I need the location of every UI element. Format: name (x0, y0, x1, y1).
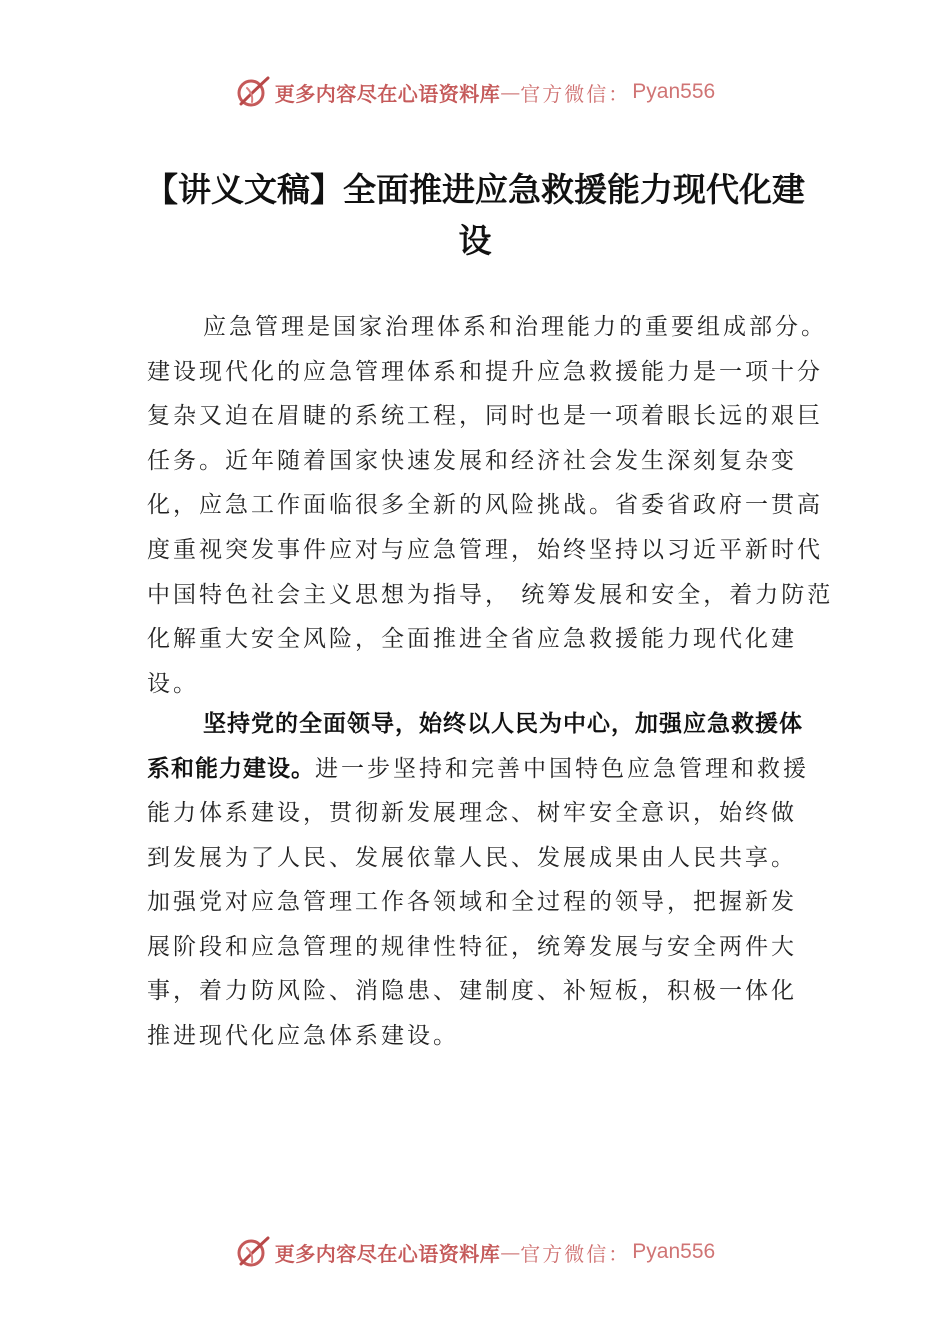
watermark-wechat-label: 官方微信： (520, 1241, 631, 1266)
paragraph-2 (147, 702, 812, 1058)
header-watermark (0, 72, 950, 112)
document-title: 【讲义文稿】全面推进应急救援能力现代化建设 (145, 170, 805, 260)
paragraph-2-lead: 坚持党的全面领导，始终以人民为中心，加强应急救援体系和能力建设。 (147, 711, 803, 782)
watermark-wechat-id: Pyan556 (632, 1240, 716, 1263)
watermark-wechat-label: 官方微信： (520, 81, 631, 106)
watermark-separator: — (500, 80, 521, 104)
paragraph-1-text: 应急管理是国家治理体系和治理能力的重要组成部分。建设现代化的应急管理体系和提升应急救援能力是一项十分复杂又迫在眉睫的系统工程，同时也是一项着眼长远的艰巨任务。近年随着国家快速发展和经济社会发生深刻复杂变化，应急工作面临很多全新的风险挑战。省委省政府一贯高度重视突发事件应对与应急管理，始终坚持以习近平新时代中国特色社会主义思想为指导， 统筹发展和安全，着力防范化解重大安全风险，全面推进全省应急救援能力现代化建设。 (147, 314, 834, 697)
watermark-text: 更多内容尽在心语资料库 (274, 1241, 501, 1266)
paragraph-2-body: 进一步坚持和完善中国特色应急管理和救援能力体系建设，贯彻新发展理念、树牢安全意识，始终做到发展为了人民、发展依靠人民、发展成果由人民共享。加强党对应急管理工作各领域和全过程的领导，把握新发展阶段和应急管理的规律性特征，统筹发展与安全两件大事，着力防风险、消隐患、建制度、补短板，积极一体化推进现代化应急体系建设。 (147, 755, 809, 1049)
watermark-separator: — (500, 1240, 521, 1264)
watermark-text: 更多内容尽在心语资料库 (274, 81, 501, 106)
paragraph-1 (147, 305, 842, 706)
ink-brush-logo-icon (235, 1234, 271, 1270)
watermark-wechat-id: Pyan556 (632, 80, 716, 103)
footer-watermark (0, 1232, 950, 1272)
ink-brush-logo-icon (235, 74, 271, 110)
